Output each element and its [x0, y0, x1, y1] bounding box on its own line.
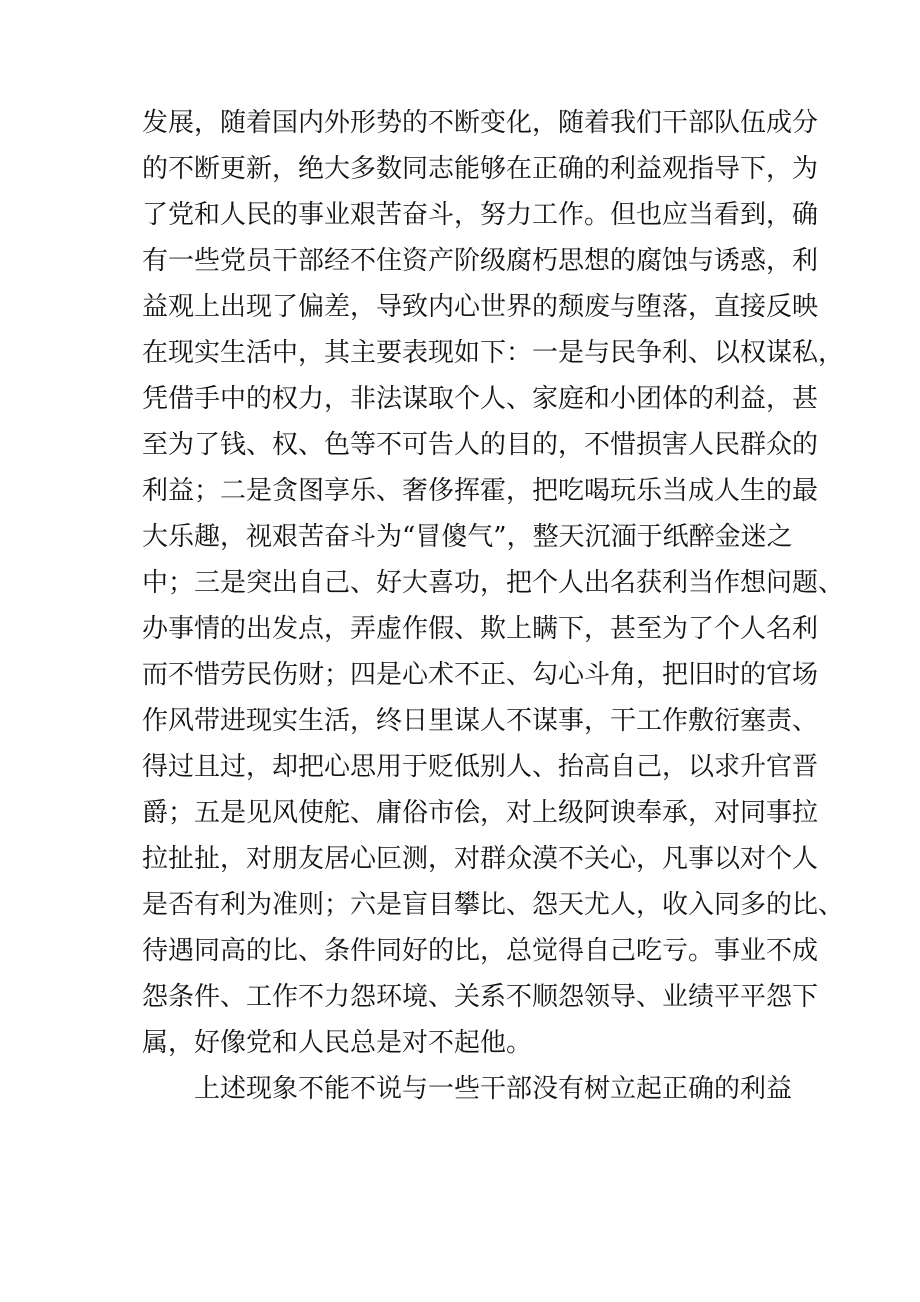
- text-line: 益观上出现了偏差，导致内心世界的颓废与堕落，直接反映: [142, 292, 819, 322]
- text-line: 在现实生活中，其主要表现如下：一是与民争利、以权谋私，: [142, 338, 845, 368]
- text-line: 待遇同高的比、条件同好的比，总觉得自己吃亏。事业不成: [142, 936, 819, 966]
- text-line: 属，好像党和人民总是对不起他。: [142, 1028, 533, 1058]
- document-body: [142, 100, 845, 1112]
- text-line: 的不断更新，绝大多数同志能够在正确的利益观指导下，为: [142, 154, 819, 184]
- text-line: 怨条件、工作不力怨环境、关系不顺怨领导、业绩平平怨下: [142, 982, 819, 1012]
- text-line: 爵；五是见风使舵、庸俗市侩，对上级阿谀奉承，对同事拉: [142, 798, 819, 828]
- text-line: 利益；二是贪图享乐、奢侈挥霍，把吃喝玩乐当成人生的最: [142, 476, 819, 506]
- text-line: 发展，随着国内外形势的不断变化，随着我们干部队伍成分: [142, 108, 819, 138]
- paragraph-2: [142, 1066, 793, 1112]
- text-line: 上述现象不能不说与一些干部没有树立起正确的利益: [194, 1074, 793, 1104]
- text-line: 办事情的出发点，弄虚作假、欺上瞒下，甚至为了个人名利: [142, 614, 819, 644]
- text-line: 了党和人民的事业艰苦奋斗，努力工作。但也应当看到，确: [142, 200, 819, 230]
- text-line: 作风带进现实生活，终日里谋人不谋事，干工作敷衍塞责、: [142, 706, 819, 736]
- text-line: 大乐趣，视艰苦奋斗为“冒傻气”，整天沉湎于纸醉金迷之: [142, 522, 793, 552]
- text-line: 凭借手中的权力，非法谋取个人、家庭和小团体的利益，甚: [142, 384, 819, 414]
- text-line: 拉扯扯，对朋友居心叵测，对群众漠不关心，凡事以对个人: [142, 844, 819, 874]
- text-line: 得过且过，却把心思用于贬低别人、抬高自己，以求升官晋: [142, 752, 819, 782]
- text-line: 中；三是突出自己、好大喜功，把个人出名获利当作想问题、: [142, 568, 845, 598]
- paragraph-1: [142, 100, 845, 1066]
- text-line: 有一些党员干部经不住资产阶级腐朽思想的腐蚀与诱惑，利: [142, 246, 819, 276]
- text-line: 而不惜劳民伤财；四是心术不正、勾心斗角，把旧时的官场: [142, 660, 819, 690]
- text-line: 是否有利为准则；六是盲目攀比、怨天尤人，收入同多的比、: [142, 890, 845, 920]
- text-line: 至为了钱、权、色等不可告人的目的，不惜损害人民群众的: [142, 430, 819, 460]
